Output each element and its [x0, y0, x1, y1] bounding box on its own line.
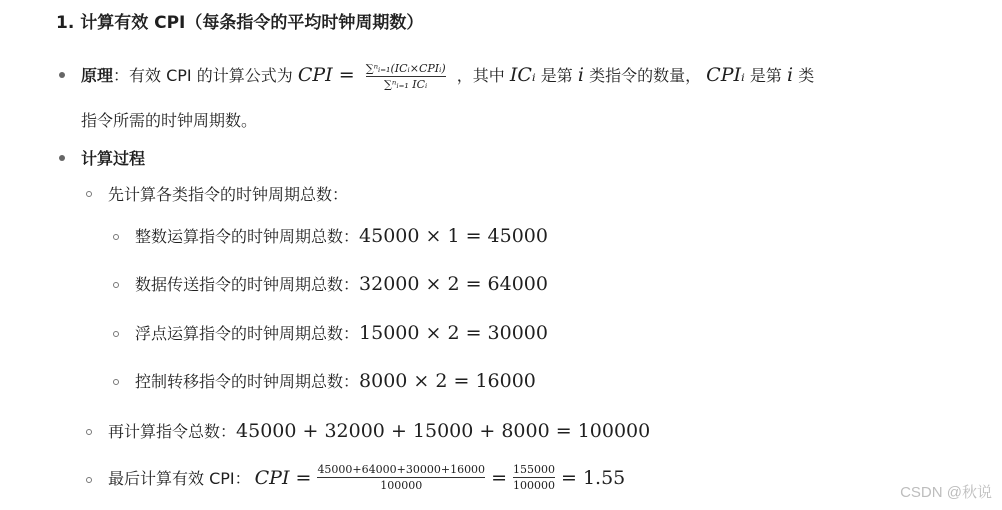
cpi-symbol: CPIᵢ — [706, 64, 745, 86]
i-symbol-2: i — [787, 64, 794, 86]
step3-num1: 45000+64000+30000+16000 — [317, 463, 486, 476]
item-expr: 32000 × 2 = 64000 — [359, 273, 548, 295]
step3-den1: 100000 — [380, 479, 423, 492]
principle-line2: 指令所需的时钟周期数。 — [81, 111, 258, 130]
bullet — [113, 234, 119, 240]
bullet — [113, 379, 119, 385]
principle-label: 原理 — [81, 66, 114, 85]
step3 — [108, 463, 625, 492]
item-1 — [135, 224, 548, 247]
step2-expr: 45000 + 32000 + 15000 + 8000 = 100000 — [236, 420, 651, 442]
section-title: 1. 计算有效 CPI（每条指令的平均时钟周期数） — [56, 13, 424, 33]
step2 — [108, 419, 650, 442]
step3-result: = 1.55 — [560, 466, 626, 489]
item-label: 控制转移指令的时钟周期总数： — [135, 372, 360, 391]
step2-label: 再计算指令总数： — [108, 422, 237, 441]
formula-numerator: ∑ⁿᵢ₌₁(ICᵢ×CPIᵢ) — [365, 62, 446, 75]
ic-symbol: ICᵢ — [509, 64, 536, 86]
bullet — [59, 155, 65, 161]
principle-text-mid3: 类指令的数量， — [589, 66, 702, 85]
principle-text-mid4: 是第 — [749, 66, 782, 85]
bullet — [113, 331, 119, 337]
item-2 — [135, 272, 548, 295]
item-expr: 15000 × 2 = 30000 — [359, 322, 548, 344]
step3-fraction-2 — [513, 463, 555, 492]
bullet — [86, 429, 92, 435]
item-label: 数据传送指令的时钟周期总数： — [135, 275, 360, 294]
item-expr: 8000 × 2 = 16000 — [359, 370, 536, 392]
watermark: CSDN @秋说 — [900, 484, 992, 501]
step3-den2: 100000 — [512, 479, 555, 492]
i-symbol: i — [577, 64, 584, 86]
step3-eq: = — [491, 466, 507, 489]
item-expr: 45000 × 1 = 45000 — [359, 225, 548, 247]
step3-num2: 155000 — [512, 463, 555, 476]
formula-denominator: ∑ⁿᵢ₌₁ ICᵢ — [384, 78, 428, 91]
bullet — [113, 282, 119, 288]
item-3 — [135, 321, 548, 344]
formula-fraction — [366, 62, 446, 91]
principle-text: ：有效 CPI 的计算公式为 — [113, 66, 293, 85]
bullet — [86, 191, 92, 197]
principle-text-end: 类 — [798, 66, 815, 85]
principle-text-mid: ，其中 — [456, 66, 505, 85]
step3-fraction-1 — [317, 463, 485, 492]
principle-line1 — [81, 62, 814, 91]
bullet — [86, 477, 92, 483]
process-label: 计算过程 — [81, 149, 146, 168]
step3-label: 最后计算有效 CPI： — [108, 469, 251, 488]
bullet — [59, 72, 65, 78]
step1-text: 先计算各类指令的时钟周期总数： — [108, 185, 349, 204]
formula-lhs: CPI = — [297, 64, 355, 86]
principle-text-mid2: 是第 — [540, 66, 573, 85]
item-label: 浮点运算指令的时钟周期总数： — [135, 324, 360, 343]
item-4 — [135, 369, 536, 392]
item-label: 整数运算指令的时钟周期总数： — [135, 227, 360, 246]
step3-lhs: CPI = — [254, 466, 312, 489]
